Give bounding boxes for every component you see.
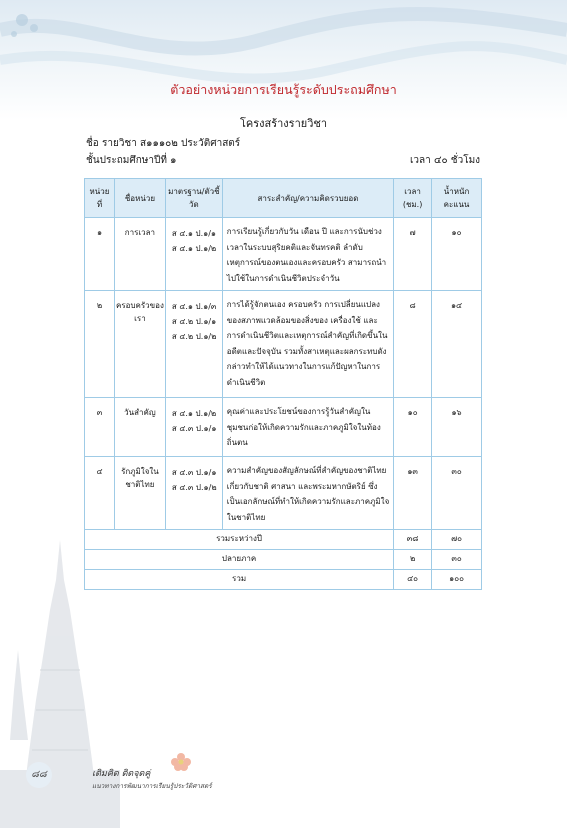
summary-time: ๓๘ (394, 530, 432, 550)
summary-time: ๔๐ (394, 570, 432, 590)
unit-concept: ความสำคัญของสัญลักษณ์ที่สำคัญของชาติไทยเกี่ยวกับชาติ ศาสนา และพระมหากษัตริย์ ซึ่งเป็นเอกลักษณ์ที่ทำให้เกิดความรักและภาคภูมิใจในชาติไทย (222, 457, 393, 530)
unit-time: ๗ (394, 218, 432, 291)
table-row (85, 398, 482, 457)
standard-code: ส ๔.๒ ป.๑/๒ (171, 332, 217, 341)
col-header-time: เวลา (ชม.) (394, 179, 432, 218)
flower-icon (170, 752, 192, 772)
page-number: ๘๘ (26, 762, 52, 788)
table-row (85, 291, 482, 398)
unit-standards (165, 457, 222, 530)
summary-row (85, 530, 482, 550)
subject-line: ชื่อ รายวิชา ส๑๑๑๐๒ ประวัติศาสตร์ (86, 138, 241, 149)
standard-code: ส ๔.๒ ป.๑/๑ (171, 317, 217, 326)
course-structure-heading: โครงสร้างรายวิชา (239, 117, 328, 130)
unit-standards (165, 398, 222, 457)
standard-code: ส ๔.๑ ป.๑/๓ (171, 302, 217, 311)
standard-code: ส ๔.๑ ป.๑/๒ (171, 409, 217, 418)
course-structure-table (84, 178, 482, 590)
standard-code: ส ๔.๓ ป.๑/๒ (171, 483, 217, 492)
unit-concept: การเรียนรู้เกี่ยวกับวัน เดือน ปี และการนับช่วงเวลาในระบบสุริยคติและจันทรคติ ลำดับเหตุการณ์ของตนเองและครอบครัว สามารถนำไปใช้ในการดำเนินชีวิตประจำวัน (222, 218, 393, 291)
unit-time: ๘ (394, 291, 432, 398)
unit-number: ๑ (85, 218, 115, 291)
footer-subtitle: แนวทางการพัฒนาการเรียนรู้ประวัติศาสตร์ (92, 782, 212, 790)
summary-row (85, 550, 482, 570)
unit-standards (165, 218, 222, 291)
unit-number: ๓ (85, 398, 115, 457)
unit-weight: ๑๖ (432, 398, 482, 457)
summary-weight: ๓๐ (432, 550, 482, 570)
unit-weight: ๓๐ (432, 457, 482, 530)
summary-label: ปลายภาค (85, 550, 394, 570)
hours-line: เวลา ๔๐ ชั่วโมง (410, 155, 481, 166)
summary-row (85, 570, 482, 590)
grade-line: ชั้นประถมศึกษาปีที่ ๑ (86, 155, 177, 166)
summary-label: รวมระหว่างปี (85, 530, 394, 550)
standard-code: ส ๔.๑ ป.๑/๑ (171, 229, 217, 238)
summary-time: ๒ (394, 550, 432, 570)
table-row (85, 218, 482, 291)
summary-label: รวม (85, 570, 394, 590)
unit-standards (165, 291, 222, 398)
unit-concept: การได้รู้จักตนเอง ครอบครัว การเปลี่ยนแปลงของสภาพแวดล้อมของสิ่งของ เครื่องใช้ และการดำเนินชีวิตและเหตุการณ์สำคัญที่เกิดขึ้นในอดีตและปัจจุบัน รวมทั้งสาเหตุและผลกระทบดังกล่าวทำให้ได้แนวทางในการแก้ปัญหาในการดำเนินชีวิต (222, 291, 393, 398)
unit-weight: ๑๔ (432, 291, 482, 398)
table-row (85, 457, 482, 530)
col-header-unit-no: หน่วยที่ (85, 179, 115, 218)
col-header-concept: สาระสำคัญ/ความคิดรวบยอด (222, 179, 393, 218)
col-header-unit-name: ชื่อหน่วย (114, 179, 165, 218)
standard-code: ส ๔.๓ ป.๑/๑ (171, 468, 217, 477)
footer-brand: เติมคิด ติดจุดคู่ (92, 769, 151, 779)
standard-code: ส ๔.๓ ป.๑/๑ (171, 424, 217, 433)
summary-weight: ๗๐ (432, 530, 482, 550)
unit-time: ๑๐ (394, 398, 432, 457)
unit-weight: ๑๐ (432, 218, 482, 291)
decorative-swirl (0, 0, 567, 120)
unit-number: ๔ (85, 457, 115, 530)
standard-code: ส ๔.๑ ป.๑/๒ (171, 244, 217, 253)
unit-time: ๑๓ (394, 457, 432, 530)
page-title: ตัวอย่างหน่วยการเรียนรู้ระดับประถมศึกษา (170, 82, 397, 97)
unit-name: รักภูมิใจในชาติไทย (114, 457, 165, 530)
col-header-weight: น้ำหนักคะแนน (432, 179, 482, 218)
unit-name: ครอบครัวของเรา (114, 291, 165, 398)
unit-concept: คุณค่าและประโยชน์ของการรู้วันสำคัญในชุมชนก่อให้เกิดความรักและภาคภูมิใจในท้องถิ่นตน (222, 398, 393, 457)
unit-number: ๒ (85, 291, 115, 398)
col-header-standard: มาตรฐาน/ตัวชี้วัด (165, 179, 222, 218)
unit-name: การเวลา (114, 218, 165, 291)
summary-weight: ๑๐๐ (432, 570, 482, 590)
unit-name: วันสำคัญ (114, 398, 165, 457)
table-header-row (85, 179, 482, 218)
